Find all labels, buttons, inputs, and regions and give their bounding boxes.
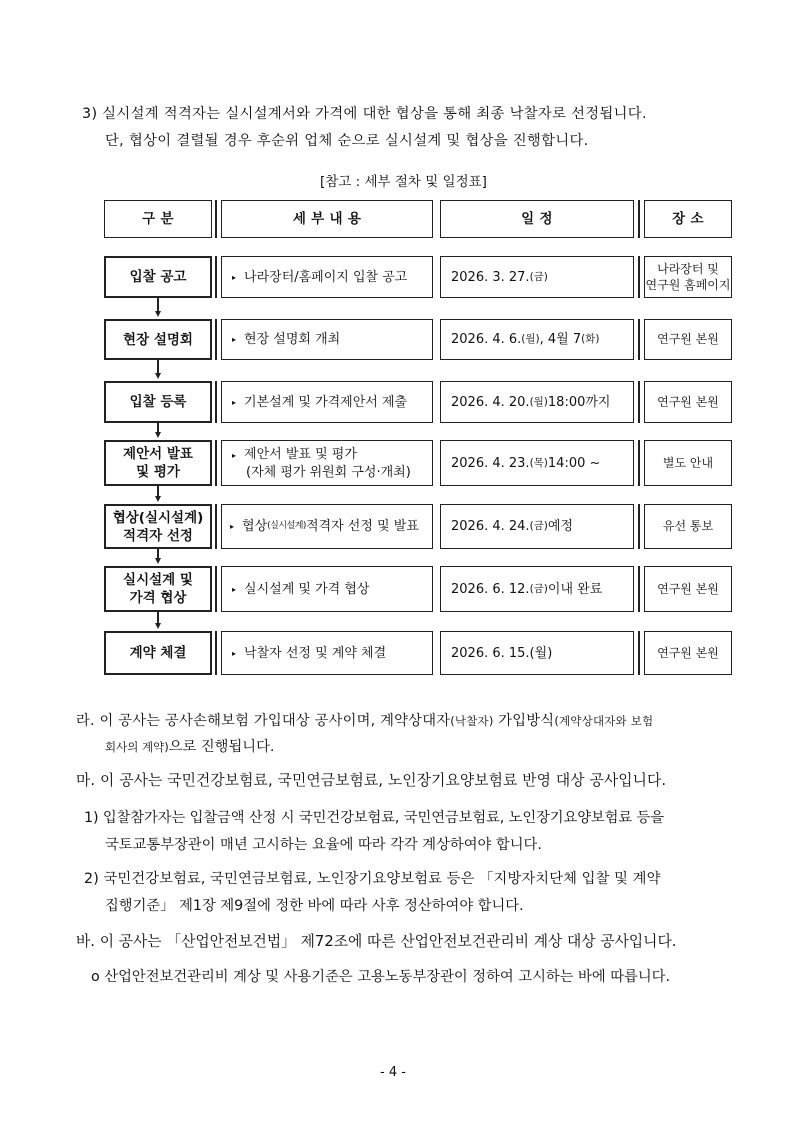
detail-bid-notice: ▸ 나라장터/홈페이지 입찰 공고 [221, 256, 433, 298]
location-negotiation-selection: 유선 통보 [644, 504, 732, 549]
step-bid-registration: 입찰 등록 [104, 381, 212, 423]
section-ma-item1-line2: 국토교통부장관이 매년 고시하는 요율에 따라 각각 계상하여야 합니다. [105, 837, 542, 853]
section-ma-title: 마. 이 공사는 국민건강보험료, 국민연금보험료, 노인장기요양보험료 반영 대상 공사입니다. [76, 772, 667, 789]
step-contract: 계약 체결 [104, 631, 212, 675]
detail-design-negotiation: ▸ 실시설계 및 가격 협상 [221, 566, 433, 612]
detail-contract: ▸ 낙찰자 선정 및 계약 체결 [221, 631, 433, 675]
flow-arrow-1 [157, 298, 159, 312]
arrow-down-icon [155, 496, 161, 502]
detail-proposal-presentation: ▸ 제안서 발표 및 평가 (자체 평가 위원회 구성·개최) [221, 440, 433, 486]
date-bid-notice: 2026. 3. 27. (금) [440, 256, 634, 298]
date-design-negotiation: 2026. 6. 12. (금) 이내 완료 [440, 566, 634, 612]
section-ma-item2-line2: 집행기준」 제1장 제9절에 정한 바에 따라 사후 정산하여야 합니다. [105, 898, 524, 914]
table-caption: [참고 : 세부 절차 및 일정표] [320, 174, 487, 190]
location-design-negotiation: 연구원 본원 [644, 566, 732, 612]
date-contract: 2026. 6. 15.(월) [440, 631, 634, 675]
section-ba-item: o 산업안전보건관리비 계상 및 사용기준은 고용노동부장관이 정하여 고시하는 바에 따릅니다. [91, 969, 670, 985]
location-contract: 연구원 본원 [644, 631, 732, 675]
step-negotiation-selection: 협상(실시설계) 적격자 선정 [104, 504, 212, 549]
arrow-down-icon [155, 373, 161, 379]
arrow-down-icon [155, 311, 161, 317]
step-proposal-presentation: 제안서 발표 및 평가 [104, 440, 212, 486]
section-ra-line-1: 라. 이 공사는 공사손해보험 가입대상 공사이며, 계약상대자(낙찰자) 가입방식(계약상대자와 보험 [76, 713, 654, 729]
date-proposal-presentation: 2026. 4. 23. (목) 14:00 ~ [440, 440, 634, 486]
detail-bid-registration: ▸ 기본설계 및 가격제안서 제출 [221, 381, 433, 423]
detail-negotiation-selection: ▸ 협상 (실시설계) 적격자 선정 및 발표 [221, 504, 433, 549]
date-negotiation-selection: 2026. 4. 24. (금) 예정 [440, 504, 634, 549]
location-site-briefing: 연구원 본원 [644, 319, 732, 360]
header-category: 구 분 [104, 200, 212, 238]
page-number: - 4 - [380, 1065, 406, 1080]
section-ra-line-2: 회사의 계약)으로 진행됩니다. [105, 739, 275, 755]
detail-site-briefing: ▸ 현장 설명회 개최 [221, 319, 433, 360]
step-site-briefing: 현장 설명회 [104, 319, 212, 360]
intro-line-2: 단, 협상이 결렬될 경우 후순위 업체 순으로 실시설계 및 협상을 진행합니다. [105, 133, 589, 149]
flow-arrow-2 [157, 360, 159, 374]
section-ma-item1-line1: 1) 입찰참가자는 입찰금액 산정 시 국민건강보험료, 국민연금보험료, 노인장기요양보험료 등을 [84, 810, 664, 826]
arrow-down-icon [155, 623, 161, 629]
step-bid-notice: 입찰 공고 [104, 256, 212, 298]
date-site-briefing: 2026. 4. 6. (월) , 4월 7 (화) [440, 319, 634, 360]
location-proposal-presentation: 별도 안내 [644, 440, 732, 486]
step-design-negotiation: 실시설계 및 가격 협상 [104, 566, 212, 612]
arrow-down-icon [155, 558, 161, 564]
section-ma-item2-line1: 2) 국민건강보험료, 국민연금보험료, 노인장기요양보험료 등은 「지방자치단체 입찰 및 계약 [84, 871, 661, 887]
location-bid-registration: 연구원 본원 [644, 381, 732, 423]
header-detail: 세 부 내 용 [221, 200, 433, 238]
arrow-down-icon [155, 432, 161, 438]
section-ba-title: 바. 이 공사는 「산업안전보건법」 제72조에 따른 산업안전보건관리비 계상 대상 공사입니다. [76, 933, 677, 950]
intro-line-1: 3) 실시설계 적격자는 실시설계서와 가격에 대한 협상을 통해 최종 낙찰자로 선정됩니다. [82, 106, 647, 122]
header-schedule: 일 정 [440, 200, 634, 238]
header-location: 장 소 [644, 200, 732, 238]
date-bid-registration: 2026. 4. 20. (월) 18:00까지 [440, 381, 634, 423]
location-bid-notice: 나라장터 및 연구원 홈페이지 [644, 256, 732, 298]
